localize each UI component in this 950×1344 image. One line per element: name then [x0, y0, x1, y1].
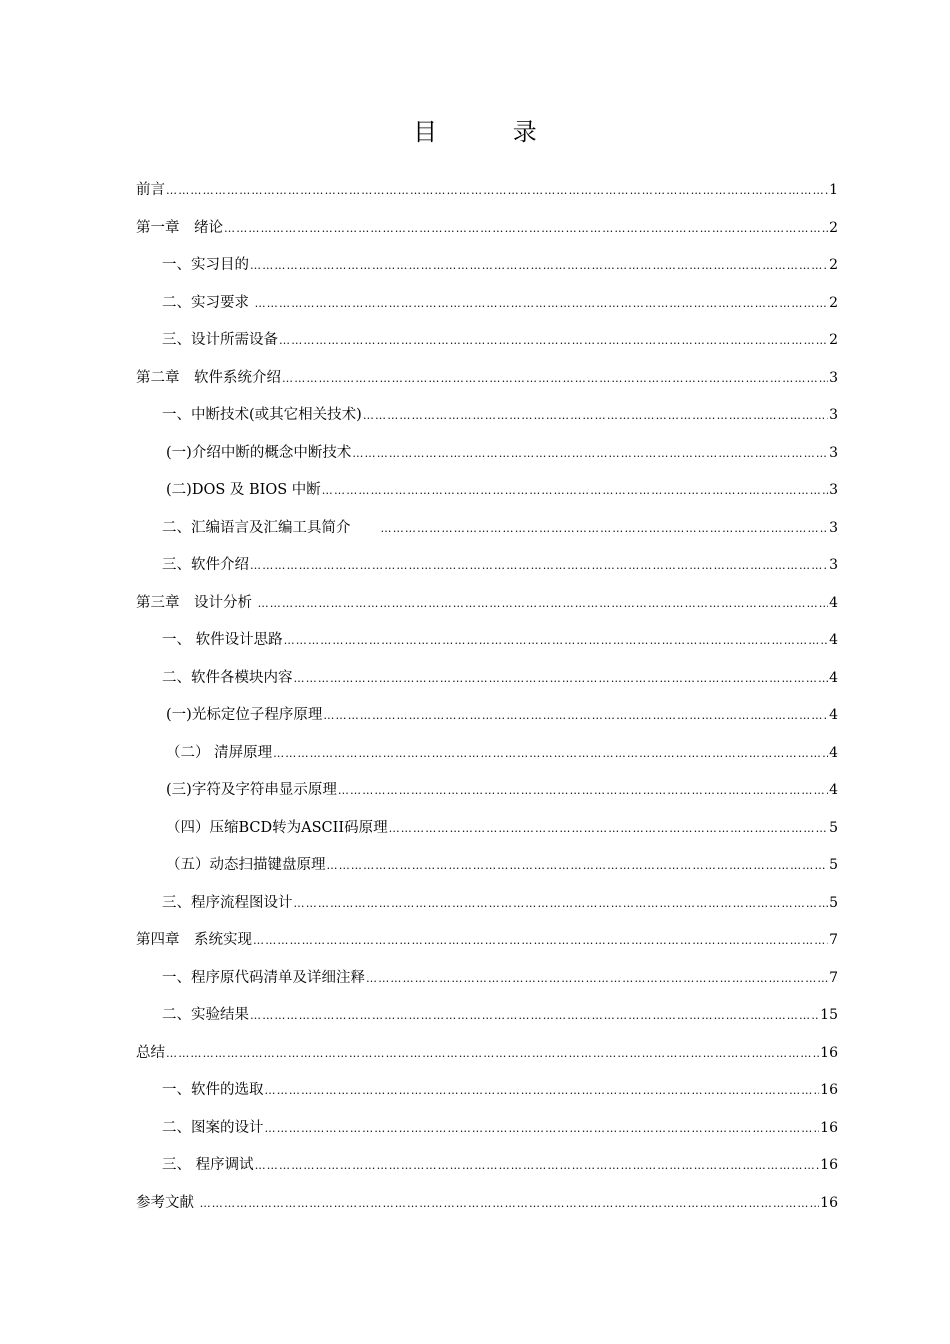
toc-dot-leader [166, 1035, 819, 1073]
toc-entry-page-number: 4 [829, 594, 838, 611]
toc-dot-leader [250, 247, 828, 285]
toc-entry[interactable] [136, 1185, 838, 1223]
toc-dot-leader [265, 1072, 820, 1110]
toc-entry-page-number: 2 [829, 219, 838, 236]
toc-entry[interactable] [136, 1072, 838, 1110]
toc-dot-leader [366, 960, 828, 998]
toc-entry[interactable] [136, 210, 838, 248]
toc-entry-label: 总结 [136, 1044, 165, 1061]
toc-entry-label: 第三章 设计分析 [136, 594, 257, 611]
toc-entry-page-number: 16 [820, 1194, 838, 1211]
toc-entry[interactable] [136, 772, 838, 810]
toc-dot-leader [166, 172, 828, 210]
toc-entry[interactable] [136, 622, 838, 660]
toc-dot-leader [258, 585, 828, 623]
toc-entry-label: 一、 软件设计思路 [162, 632, 283, 648]
toc-entry[interactable] [136, 285, 838, 323]
toc-dot-leader [224, 210, 828, 248]
toc-entry-page-number: 3 [829, 482, 838, 498]
toc-entry-label: (二)DOS 及 BIOS 中断 [166, 482, 321, 498]
toc-entry-page-number: 4 [829, 632, 838, 648]
toc-dot-leader [265, 1110, 820, 1148]
toc-entry-label: 前言 [136, 182, 165, 198]
toc-dot-leader [282, 360, 828, 398]
toc-dot-leader [322, 472, 828, 510]
toc-entry[interactable] [136, 585, 838, 623]
toc-entry[interactable] [136, 322, 838, 360]
toc-entry-label: 一、软件的选取 [162, 1082, 264, 1098]
toc-entry[interactable] [136, 660, 838, 698]
toc-dot-leader [250, 547, 828, 585]
toc-dot-leader [294, 885, 829, 923]
toc-dot-leader [255, 285, 828, 323]
toc-entry-page-number: 15 [820, 1007, 838, 1023]
toc-entry-page-number: 3 [829, 444, 838, 461]
toc-entry[interactable] [136, 397, 838, 435]
toc-entry-label: 第四章 系统实现 [136, 932, 252, 948]
toc-dot-leader [284, 622, 828, 660]
toc-entry-label: 二、实习要求 [162, 294, 254, 311]
toc-entry[interactable] [136, 435, 838, 473]
toc-entry-page-number: 4 [829, 669, 838, 686]
toc-entry[interactable] [136, 960, 838, 998]
toc-entry[interactable] [136, 510, 838, 548]
toc-entry-label: 二、软件各模块内容 [162, 669, 293, 686]
toc-entry-page-number: 16 [820, 1082, 838, 1098]
toc-entry-label: 二、汇编语言及汇编工具简介 [162, 519, 380, 536]
toc-entry-label: (三)字符及字符串显示原理 [166, 782, 337, 798]
toc-entry[interactable] [136, 1147, 838, 1185]
toc-dot-leader [294, 660, 829, 698]
toc-entry[interactable] [136, 1110, 838, 1148]
toc-entry[interactable] [136, 885, 838, 923]
toc-entry-label: (一)介绍中断的概念中断技术 [166, 444, 352, 461]
toc-dot-leader [255, 1147, 820, 1185]
toc-entry-page-number: 16 [820, 1044, 838, 1061]
toc-entry[interactable] [136, 547, 838, 585]
toc-dot-leader [381, 510, 829, 548]
toc-dot-leader [323, 697, 828, 735]
toc-entry[interactable] [136, 735, 838, 773]
toc-entry[interactable] [136, 922, 838, 960]
toc-entry-page-number: 16 [820, 1157, 838, 1173]
toc-entry[interactable] [136, 172, 838, 210]
toc-dot-leader [327, 847, 829, 885]
toc-entry-label: （四）压缩BCD转为ASCII码原理 [166, 819, 388, 836]
toc-entry-label: 第一章 绪论 [136, 219, 223, 236]
toc-entry-page-number: 5 [829, 894, 838, 911]
toc-entry-page-number: 4 [829, 744, 838, 761]
toc-dot-leader [253, 922, 828, 960]
toc-entry-label: 参考文献 [136, 1194, 199, 1211]
toc-entry-label: （二） 清屏原理 [166, 744, 273, 761]
toc-entry-label: 一、实习目的 [162, 257, 249, 273]
toc-dot-leader [389, 810, 828, 848]
toc-entry-page-number: 2 [829, 257, 838, 273]
toc-dot-leader [273, 735, 828, 773]
toc-dot-leader [200, 1185, 820, 1223]
toc-entry-label: 三、程序流程图设计 [162, 894, 293, 911]
toc-entry[interactable] [136, 810, 838, 848]
toc-entry-page-number: 3 [829, 519, 838, 536]
toc-entry-page-number: 2 [829, 294, 838, 311]
toc-entry-label: 三、设计所需设备 [162, 332, 278, 348]
table-of-contents [136, 172, 838, 1222]
toc-entry[interactable] [136, 847, 838, 885]
toc-entry-page-number: 4 [829, 707, 838, 723]
toc-entry-page-number: 3 [829, 407, 838, 423]
toc-entry-page-number: 16 [820, 1119, 838, 1136]
toc-entry-page-number: 3 [829, 369, 838, 386]
toc-dot-leader [279, 322, 828, 360]
toc-entry-page-number: 4 [829, 782, 838, 798]
toc-entry-label: （五）动态扫描键盘原理 [166, 857, 326, 873]
toc-entry-page-number: 2 [829, 332, 838, 348]
toc-entry[interactable] [136, 360, 838, 398]
toc-entry-page-number: 1 [829, 182, 838, 198]
toc-entry[interactable] [136, 697, 838, 735]
toc-entry-label: 二、图案的设计 [162, 1119, 264, 1136]
toc-entry-label: 一、程序原代码清单及详细注释 [162, 969, 365, 986]
toc-dot-leader [338, 772, 828, 810]
toc-entry[interactable] [136, 247, 838, 285]
toc-entry[interactable] [136, 472, 838, 510]
toc-entry-page-number: 7 [829, 969, 838, 986]
toc-entry-page-number: 3 [829, 557, 838, 573]
toc-entry-label: 一、中断技术(或其它相关技术) [162, 407, 362, 423]
toc-entry-page-number: 5 [829, 857, 838, 873]
toc-dot-leader [363, 397, 828, 435]
toc-entry-label: 二、实验结果 [162, 1007, 249, 1023]
toc-entry[interactable] [136, 997, 838, 1035]
toc-dot-leader [250, 997, 819, 1035]
toc-entry-page-number: 7 [829, 932, 838, 948]
toc-entry-label: 三、 程序调试 [162, 1157, 254, 1173]
page-title: 目 录 [413, 118, 571, 146]
toc-dot-leader [352, 435, 828, 473]
toc-entry-page-number: 5 [829, 819, 838, 836]
toc-entry-label: 第二章 软件系统介绍 [136, 369, 281, 386]
toc-entry[interactable] [136, 1035, 838, 1073]
toc-entry-label: 三、软件介绍 [162, 557, 249, 573]
toc-entry-label: (一)光标定位子程序原理 [166, 707, 323, 723]
